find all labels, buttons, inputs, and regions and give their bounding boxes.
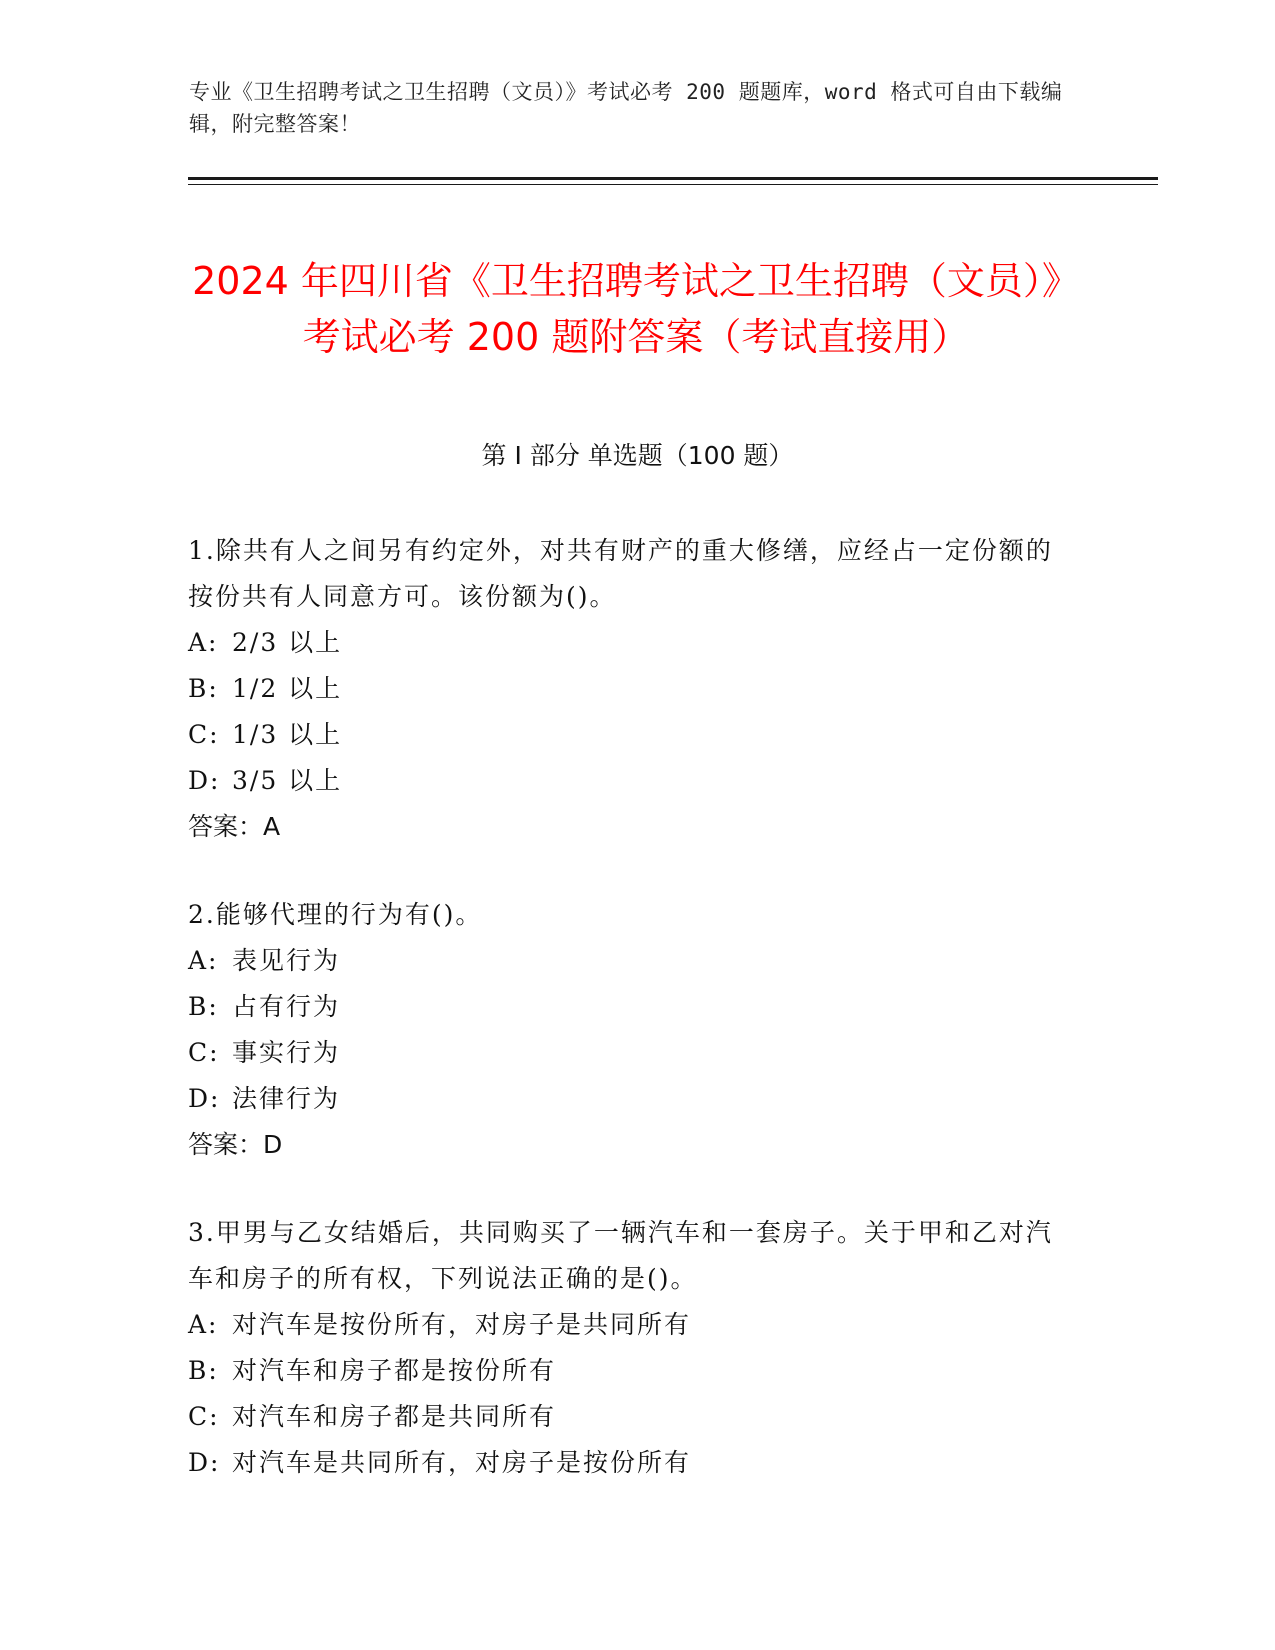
option-d [188, 758, 1068, 804]
option-key: D: [188, 1084, 221, 1113]
option-d [188, 1076, 1068, 1122]
option-key: C: [188, 1038, 220, 1067]
answer-line: 答案：A [188, 812, 281, 841]
option-b [188, 984, 1068, 1030]
option-text: 法律行为 [232, 1084, 341, 1113]
option-text: 1/2 以上 [232, 674, 343, 703]
option-a [188, 1302, 1068, 1348]
answer-line: 答案：D [188, 1130, 283, 1159]
option-text: 对汽车是按份所有，对房子是共同所有 [232, 1310, 692, 1339]
header-note: 专业《卫生招聘考试之卫生招聘（文员）》考试必考 200 题题库，word 格式可自由下载编辑，附完整答案！ [189, 80, 1063, 136]
option-c [188, 712, 1068, 758]
question-3 [188, 1210, 1068, 1486]
option-text: 3/5 以上 [232, 766, 343, 795]
option-key: B: [188, 992, 219, 1021]
option-a [188, 620, 1068, 666]
question-2 [188, 892, 1068, 1168]
option-key: A: [188, 1310, 219, 1339]
option-key: B: [188, 674, 219, 703]
question-1 [188, 528, 1068, 850]
section-heading: 第 I 部分 单选题（100 题） [481, 441, 794, 470]
option-key: B: [188, 1356, 219, 1385]
option-d [188, 1440, 1068, 1486]
option-key: A: [188, 946, 219, 975]
option-b [188, 666, 1068, 712]
option-text: 占有行为 [232, 992, 341, 1021]
option-text: 1/3 以上 [232, 720, 343, 749]
option-key: C: [188, 1402, 220, 1431]
option-c [188, 1030, 1068, 1076]
option-text: 对汽车是共同所有，对房子是按份所有 [232, 1448, 692, 1477]
option-text: 表见行为 [232, 946, 341, 975]
header-divider-thin [188, 184, 1158, 185]
question-stem: 3.甲男与乙女结婚后，共同购买了一辆汽车和一套房子。关于甲和乙对汽车和房子的所有权，下列说法正确的是()。 [188, 1218, 1053, 1293]
option-a [188, 938, 1068, 984]
option-key: D: [188, 1448, 221, 1477]
option-text: 2/3 以上 [232, 628, 343, 657]
option-b [188, 1348, 1068, 1394]
question-list [188, 528, 1068, 1528]
question-stem: 2.能够代理的行为有()。 [188, 900, 483, 929]
header-divider-thick [188, 177, 1158, 180]
option-text: 对汽车和房子都是按份所有 [232, 1356, 557, 1385]
option-key: C: [188, 720, 220, 749]
question-stem: 1.除共有人之间另有约定外，对共有财产的重大修缮，应经占一定份额的按份共有人同意方可。该份额为()。 [188, 536, 1053, 611]
option-text: 对汽车和房子都是共同所有 [232, 1402, 557, 1431]
option-key: A: [188, 628, 219, 657]
option-text: 事实行为 [232, 1038, 341, 1067]
option-c [188, 1394, 1068, 1440]
document-title: 2024 年四川省《卫生招聘考试之卫生招聘（文员）》考试必考 200 题附答案（考试直接用） [192, 259, 1080, 360]
option-key: D: [188, 766, 221, 795]
